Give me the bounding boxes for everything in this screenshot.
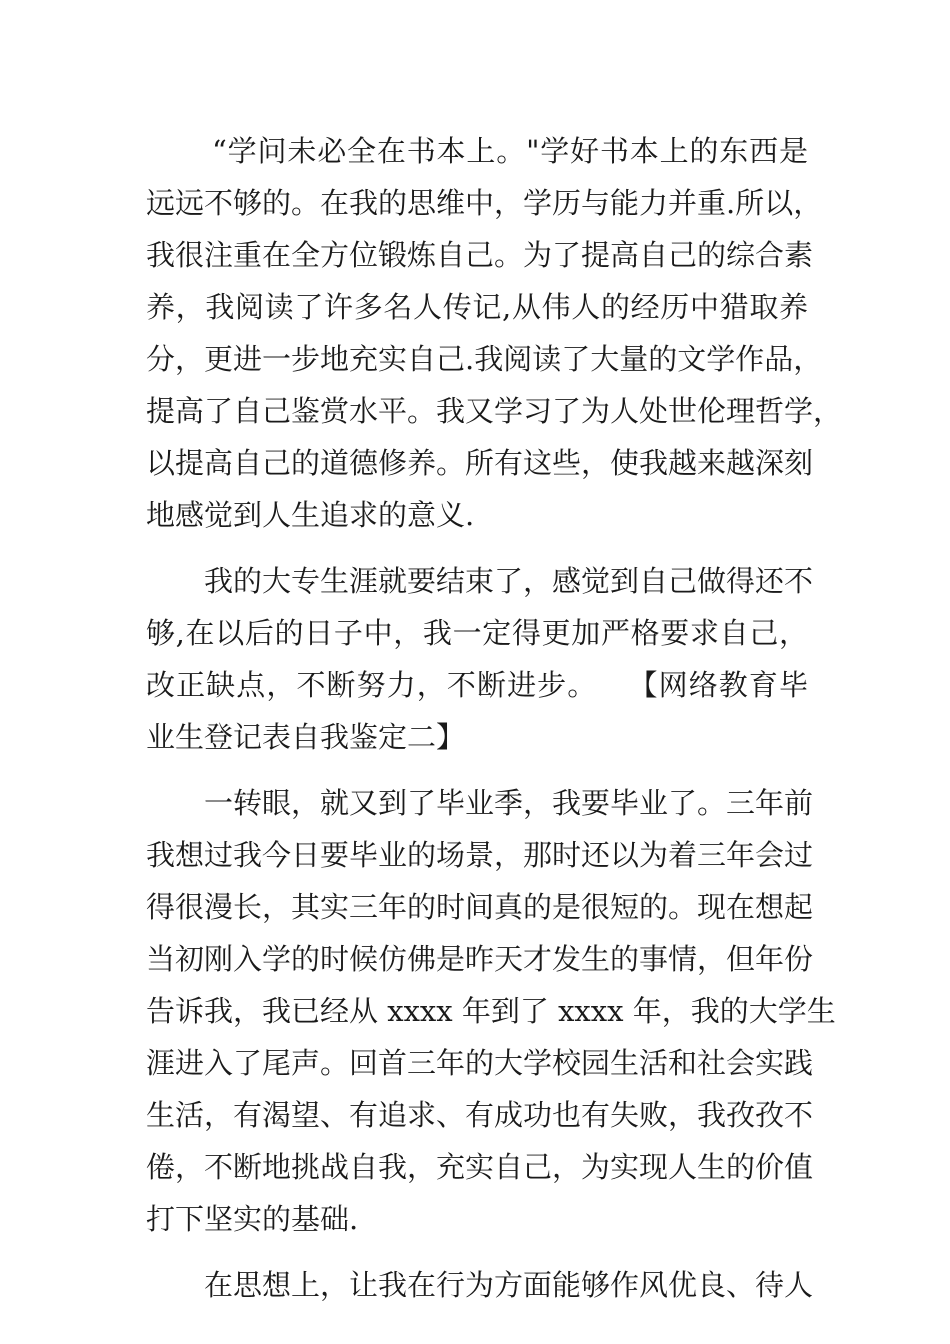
- text-line: 我想过我今日要毕业的场景，那时还以为着三年会过: [146, 838, 814, 872]
- text-line: 以提高自己的道德修养。所有这些，使我越来越深刻: [146, 446, 814, 480]
- text-line: 远远不够的。在我的思维中，学历与能力并重.所以，: [146, 186, 823, 220]
- text-line: 生活，有渴望、有追求、有成功也有失败，我孜孜不: [146, 1098, 814, 1132]
- text-line: 提高了自己鉴赏水平。我又学习了为人处世伦理哲学，: [146, 394, 843, 428]
- document-body: [146, 125, 843, 1311]
- text-line: 告诉我，我已经从 xxxx 年到了 xxxx 年，我的大学生: [146, 994, 836, 1028]
- text-line: 涯进入了尾声。回首三年的大学校园生活和社会实践: [146, 1046, 814, 1080]
- text-line: 我很注重在全方位锻炼自己。为了提高自己的综合素: [146, 238, 814, 272]
- paragraph-1: [146, 125, 843, 541]
- text-line: 倦，不断地挑战自我，充实自己，为实现人生的价值: [146, 1150, 814, 1184]
- paragraph-gap: [146, 541, 808, 555]
- text-line: 够,在以后的日子中，我一定得更加严格要求自己，: [146, 616, 808, 650]
- text-line: “学问未必全在书本上。"学好书本上的东西是: [212, 134, 808, 168]
- paragraph-2: [146, 555, 814, 763]
- paragraph-gap: [146, 763, 808, 777]
- paragraph-3: [146, 777, 836, 1245]
- text-line: 我的大专生涯就要结束了，感觉到自己做得还不: [204, 564, 814, 598]
- text-line: 改正缺点，不断努力，不断进步。 【网络教育毕: [146, 668, 808, 702]
- paragraph-gap: [146, 1245, 808, 1259]
- text-line: 一转眼，就又到了毕业季，我要毕业了。三年前: [204, 786, 814, 820]
- text-line: 分，更进一步地充实自己.我阅读了大量的文学作品，: [146, 342, 823, 376]
- text-line: 在思想上，让我在行为方面能够作风优良、待人: [204, 1268, 814, 1302]
- text-line: 业生登记表自我鉴定二】: [146, 720, 466, 754]
- text-line: 打下坚实的基础.: [146, 1202, 359, 1236]
- text-line: 得很漫长，其实三年的时间真的是很短的。现在想起: [146, 890, 814, 924]
- text-line: 地感觉到人生追求的意义.: [146, 498, 475, 532]
- paragraph-4: [146, 1259, 814, 1311]
- text-line: 养，我阅读了许多名人传记,从伟人的经历中猎取养: [146, 290, 808, 324]
- text-line: 当初刚入学的时候仿佛是昨天才发生的事情，但年份: [146, 942, 814, 976]
